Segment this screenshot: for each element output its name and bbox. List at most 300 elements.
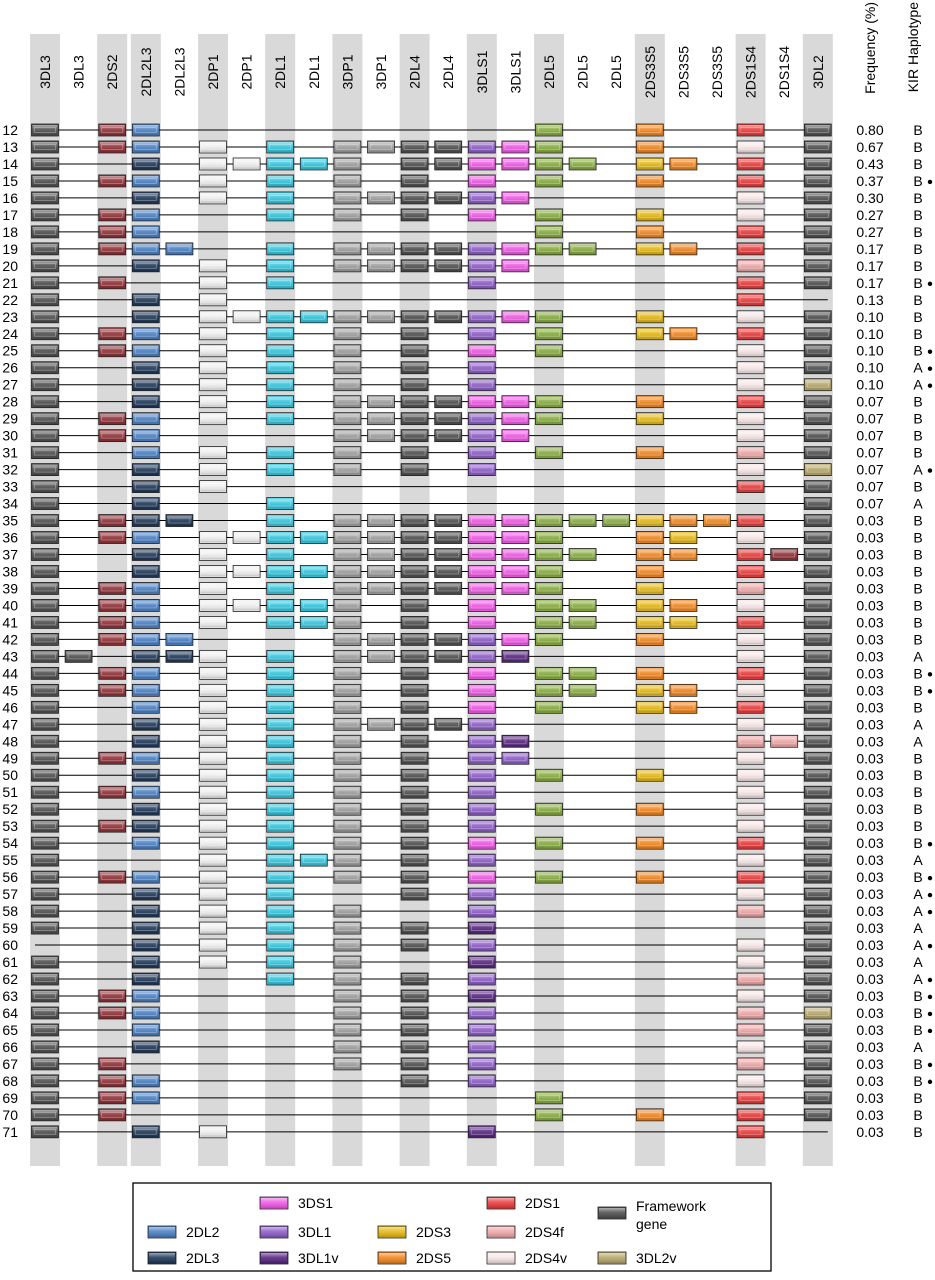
- gene-box-shine: [335, 210, 360, 220]
- gene-box: [368, 141, 395, 153]
- gene-box-shine: [537, 346, 562, 356]
- column-header: 3DP1: [373, 54, 389, 90]
- gene-box-shine: [100, 125, 125, 135]
- gene-box: [636, 226, 663, 238]
- haplotype-dot-marker: [928, 1029, 932, 1033]
- haplotype-row: [2, 309, 922, 325]
- row-frequency: 0.03: [856, 937, 884, 954]
- gene-box: [401, 582, 428, 594]
- gene-box: [401, 345, 428, 357]
- legend-swatch-shine: [488, 1253, 514, 1263]
- gene-box-shine: [33, 923, 58, 933]
- gene-box: [132, 192, 159, 204]
- gene-box-shine: [805, 787, 830, 797]
- gene-box: [401, 973, 428, 985]
- row-id: 53: [2, 818, 18, 835]
- gene-box: [32, 498, 59, 510]
- gene-box-shine: [537, 448, 562, 458]
- gene-box-shine: [537, 244, 562, 254]
- gene-box-shine: [369, 414, 394, 424]
- gene-box-shine: [503, 566, 528, 576]
- gene-box-shine: [402, 940, 427, 950]
- gene-box: [670, 684, 697, 696]
- gene-box: [636, 209, 663, 221]
- gene-box: [132, 1075, 159, 1087]
- gene-box-shine: [369, 651, 394, 661]
- gene-box: [267, 650, 294, 662]
- gene-box: [132, 973, 159, 985]
- gene-box: [804, 328, 831, 340]
- gene-box: [32, 243, 59, 255]
- gene-box: [132, 922, 159, 934]
- row-frequency: 0.10: [856, 376, 884, 393]
- gene-box: [804, 1075, 831, 1087]
- row-haplotype: B: [913, 580, 923, 597]
- gene-box-shine: [469, 991, 494, 1001]
- gene-box-shine: [469, 804, 494, 814]
- row-frequency: 0.03: [856, 987, 884, 1004]
- gene-box: [267, 786, 294, 798]
- gene-box-shine: [268, 702, 293, 712]
- gene-box: [502, 735, 529, 747]
- gene-box-shine: [469, 159, 494, 169]
- gene-box-shine: [637, 176, 662, 186]
- gene-box: [804, 616, 831, 628]
- gene-box: [32, 1041, 59, 1053]
- gene-box-shine: [100, 753, 125, 763]
- gene-box: [401, 549, 428, 561]
- gene-box: [804, 481, 831, 493]
- gene-box: [771, 735, 798, 747]
- gene-box: [200, 922, 227, 934]
- gene-box-shine: [402, 753, 427, 763]
- gene-box: [334, 922, 361, 934]
- gene-box: [670, 599, 697, 611]
- gene-box: [32, 650, 59, 662]
- gene-box-shine: [133, 838, 158, 848]
- gene-box-shine: [133, 906, 158, 916]
- gene-box: [368, 192, 395, 204]
- row-id: 56: [2, 869, 18, 886]
- gene-box: [32, 447, 59, 459]
- gene-box: [401, 565, 428, 577]
- column-header: 2DP1: [205, 54, 221, 90]
- gene-box-shine: [671, 329, 696, 339]
- gene-box: [468, 1041, 495, 1053]
- gene-box: [737, 1092, 764, 1104]
- row-id: 27: [2, 376, 18, 393]
- gene-box-shine: [369, 312, 394, 322]
- haplotype-dot-marker: [928, 1063, 932, 1067]
- gene-box-shine: [402, 516, 427, 526]
- haplotype-dot-marker: [928, 1080, 932, 1084]
- gene-box-shine: [436, 634, 461, 644]
- gene-box: [132, 481, 159, 493]
- gene-box: [401, 1024, 428, 1036]
- gene-box-shine: [201, 940, 226, 950]
- gene-box-shine: [402, 821, 427, 831]
- gene-box: [636, 667, 663, 679]
- gene-box: [200, 820, 227, 832]
- gene-box-shine: [268, 363, 293, 373]
- column-header: 2DL5: [574, 55, 591, 89]
- gene-box-shine: [268, 719, 293, 729]
- gene-box-shine: [469, 838, 494, 848]
- gene-box: [334, 379, 361, 391]
- row-id: 54: [2, 835, 18, 852]
- gene-box: [99, 752, 126, 764]
- gene-box: [704, 515, 731, 527]
- gene-box-shine: [805, 906, 830, 916]
- gene-box: [468, 871, 495, 883]
- gene-box-shine: [537, 685, 562, 695]
- gene-box: [536, 684, 563, 696]
- gene-box-shine: [335, 940, 360, 950]
- gene-box-shine: [503, 414, 528, 424]
- gene-box: [569, 158, 596, 170]
- gene-box-shine: [33, 176, 58, 186]
- gene-box: [132, 786, 159, 798]
- gene-box: [435, 718, 462, 730]
- gene-box-shine: [469, 431, 494, 441]
- gene-box: [132, 294, 159, 306]
- gene-box: [737, 905, 764, 917]
- gene-box: [99, 990, 126, 1002]
- gene-box: [502, 192, 529, 204]
- gene-box-shine: [268, 329, 293, 339]
- gene-box: [636, 701, 663, 713]
- gene-box: [804, 192, 831, 204]
- legend-swatch-shine: [261, 1253, 287, 1263]
- haplotype-row: [2, 139, 922, 155]
- gene-box-shine: [201, 719, 226, 729]
- gene-box-shine: [436, 261, 461, 271]
- gene-box: [267, 209, 294, 221]
- gene-box: [200, 616, 227, 628]
- gene-box: [804, 175, 831, 187]
- gene-box: [32, 854, 59, 866]
- gene-box: [670, 532, 697, 544]
- gene-box-shine: [537, 634, 562, 644]
- gene-box: [368, 532, 395, 544]
- row-id: 49: [2, 750, 18, 767]
- gene-box: [401, 599, 428, 611]
- gene-box: [233, 311, 260, 323]
- legend-item: [487, 1224, 564, 1240]
- gene-box: [334, 701, 361, 713]
- gene-box: [804, 515, 831, 527]
- gene-box-shine: [805, 278, 830, 288]
- gene-box-shine: [369, 261, 394, 271]
- gene-box: [300, 311, 327, 323]
- gene-box-shine: [503, 533, 528, 543]
- gene-box-shine: [133, 821, 158, 831]
- gene-box: [502, 515, 529, 527]
- gene-box: [804, 1109, 831, 1121]
- haplotype-dot-marker: [928, 1012, 932, 1016]
- gene-box-shine: [33, 482, 58, 492]
- gene-box: [99, 684, 126, 696]
- row-haplotype: A: [913, 920, 923, 937]
- gene-box: [334, 1058, 361, 1070]
- haplotype-row: [2, 530, 922, 546]
- gene-box: [267, 888, 294, 900]
- row-id: 60: [2, 937, 18, 954]
- gene-box: [804, 939, 831, 951]
- gene-box-shine: [436, 533, 461, 543]
- row-haplotype: B: [913, 987, 923, 1004]
- gene-box-shine: [335, 533, 360, 543]
- gene-box: [804, 837, 831, 849]
- gene-box: [737, 701, 764, 713]
- gene-box-shine: [335, 516, 360, 526]
- gene-box: [737, 1109, 764, 1121]
- gene-box: [200, 871, 227, 883]
- gene-box: [804, 532, 831, 544]
- gene-box-shine: [469, 176, 494, 186]
- gene-box: [569, 515, 596, 527]
- gene-box: [401, 447, 428, 459]
- gene-box: [32, 684, 59, 696]
- gene-box-shine: [402, 380, 427, 390]
- gene-box-shine: [738, 1042, 763, 1052]
- gene-box-shine: [133, 431, 158, 441]
- gene-box: [99, 786, 126, 798]
- gene-box-shine: [805, 482, 830, 492]
- gene-box-shine: [671, 159, 696, 169]
- gene-box-shine: [637, 600, 662, 610]
- gene-box-shine: [604, 516, 629, 526]
- row-haplotype: B: [913, 393, 923, 410]
- gene-box: [200, 311, 227, 323]
- gene-box: [468, 956, 495, 968]
- row-haplotype: B: [913, 665, 923, 682]
- gene-box-shine: [133, 617, 158, 627]
- gene-box: [368, 243, 395, 255]
- gene-box-shine: [469, 753, 494, 763]
- gene-box: [502, 582, 529, 594]
- gene-box-shine: [469, 210, 494, 220]
- gene-box-shine: [738, 346, 763, 356]
- gene-box-shine: [537, 329, 562, 339]
- gene-box-shine: [369, 193, 394, 203]
- gene-box-shine: [133, 1042, 158, 1052]
- row-haplotype: B: [913, 223, 923, 240]
- gene-box-shine: [133, 702, 158, 712]
- legend-label: 3DL2v: [636, 1250, 677, 1266]
- gene-box: [737, 752, 764, 764]
- gene-box-shine: [537, 176, 562, 186]
- gene-box: [267, 752, 294, 764]
- gene-box: [468, 175, 495, 187]
- gene-box: [401, 158, 428, 170]
- gene-box: [502, 396, 529, 408]
- gene-box-shine: [805, 465, 830, 475]
- gene-box: [636, 175, 663, 187]
- gene-box-shine: [33, 159, 58, 169]
- gene-box: [401, 396, 428, 408]
- gene-box-shine: [436, 312, 461, 322]
- gene-box-shine: [133, 770, 158, 780]
- row-frequency: 0.67: [856, 138, 884, 155]
- gene-box: [368, 565, 395, 577]
- gene-box-shine: [637, 414, 662, 424]
- gene-box-shine: [335, 991, 360, 1001]
- gene-box: [435, 650, 462, 662]
- gene-box: [536, 565, 563, 577]
- gene-box-shine: [201, 448, 226, 458]
- gene-box-shine: [201, 533, 226, 543]
- gene-box: [435, 141, 462, 153]
- gene-box-shine: [805, 957, 830, 967]
- row-frequency: 0.03: [856, 512, 884, 529]
- gene-box: [636, 565, 663, 577]
- gene-box-shine: [503, 583, 528, 593]
- row-id: 69: [2, 1089, 18, 1106]
- gene-box-shine: [335, 600, 360, 610]
- gene-box-shine: [100, 583, 125, 593]
- gene-box: [468, 209, 495, 221]
- gene-box: [200, 718, 227, 730]
- row-id: 62: [2, 971, 18, 987]
- gene-box-shine: [33, 397, 58, 407]
- row-id: 17: [2, 206, 18, 223]
- gene-box-shine: [738, 1093, 763, 1103]
- gene-box-shine: [369, 719, 394, 729]
- gene-box-shine: [805, 702, 830, 712]
- gene-box: [536, 871, 563, 883]
- gene-box-shine: [805, 1059, 830, 1069]
- gene-box-shine: [133, 465, 158, 475]
- row-haplotype: B: [913, 325, 923, 342]
- row-haplotype: A: [913, 495, 923, 512]
- gene-box: [468, 549, 495, 561]
- gene-box: [132, 769, 159, 781]
- row-frequency: 0.07: [856, 393, 884, 410]
- haplotype-dot-marker: [928, 282, 932, 286]
- row-haplotype: B: [913, 869, 923, 886]
- gene-box: [233, 599, 260, 611]
- legend-item: [598, 1250, 676, 1266]
- gene-box-shine: [805, 125, 830, 135]
- row-frequency: 0.03: [856, 1123, 884, 1140]
- gene-box: [99, 599, 126, 611]
- row-id: 36: [2, 529, 18, 546]
- gene-box-shine: [637, 872, 662, 882]
- gene-box-shine: [772, 736, 797, 746]
- column-header: 3DL3: [70, 55, 87, 89]
- gene-box: [99, 616, 126, 628]
- haplotype-row: [2, 750, 922, 766]
- gene-box-shine: [201, 159, 226, 169]
- gene-box: [536, 599, 563, 611]
- gene-box: [200, 582, 227, 594]
- gene-box: [468, 311, 495, 323]
- gene-box: [267, 973, 294, 985]
- gene-box: [32, 124, 59, 136]
- gene-box-shine: [738, 380, 763, 390]
- gene-box-shine: [335, 957, 360, 967]
- gene-box-shine: [33, 753, 58, 763]
- gene-box: [32, 175, 59, 187]
- row-id: 28: [2, 393, 18, 410]
- gene-box-shine: [402, 1076, 427, 1086]
- row-haplotype: B: [913, 172, 923, 189]
- gene-box: [636, 871, 663, 883]
- row-frequency: 0.43: [856, 155, 884, 172]
- gene-box: [267, 820, 294, 832]
- gene-box-shine: [738, 583, 763, 593]
- gene-box-shine: [133, 227, 158, 237]
- gene-box: [401, 311, 428, 323]
- gene-box: [334, 1041, 361, 1053]
- gene-box-shine: [637, 668, 662, 678]
- row-haplotype: B: [913, 750, 923, 767]
- row-frequency: 0.13: [856, 291, 884, 308]
- gene-box: [32, 379, 59, 391]
- gene-box: [200, 532, 227, 544]
- row-haplotype: A: [913, 461, 923, 478]
- gene-box-shine: [469, 1025, 494, 1035]
- gene-box: [368, 396, 395, 408]
- gene-box: [804, 430, 831, 442]
- gene-box: [536, 803, 563, 815]
- gene-box-shine: [33, 414, 58, 424]
- gene-box-shine: [738, 1127, 763, 1137]
- gene-box-shine: [33, 617, 58, 627]
- gene-box-shine: [570, 516, 595, 526]
- row-haplotype: B: [913, 1106, 923, 1123]
- gene-box: [32, 718, 59, 730]
- gene-box: [737, 616, 764, 628]
- row-frequency: 0.17: [856, 257, 884, 274]
- column-header: 2DL2L3: [137, 47, 154, 97]
- row-id: 67: [2, 1055, 18, 1072]
- gene-box-shine: [436, 397, 461, 407]
- gene-box-shine: [537, 702, 562, 712]
- gene-box-shine: [369, 397, 394, 407]
- gene-box: [737, 345, 764, 357]
- gene-box-shine: [436, 431, 461, 441]
- gene-box-shine: [335, 583, 360, 593]
- gene-box: [401, 243, 428, 255]
- gene-box: [502, 633, 529, 645]
- gene-box: [636, 447, 663, 459]
- column-header: 2DS1S4: [742, 45, 759, 99]
- gene-box: [804, 158, 831, 170]
- gene-box: [200, 939, 227, 951]
- gene-box-shine: [436, 142, 461, 152]
- gene-box-shine: [402, 1025, 427, 1035]
- gene-box-shine: [268, 244, 293, 254]
- gene-box-shine: [469, 736, 494, 746]
- row-haplotype: B: [913, 1021, 923, 1038]
- gene-box: [737, 1126, 764, 1138]
- gene-box-shine: [469, 278, 494, 288]
- gene-box: [401, 786, 428, 798]
- gene-box: [32, 1126, 59, 1138]
- gene-box: [132, 464, 159, 476]
- gene-box: [636, 515, 663, 527]
- row-frequency: 0.27: [856, 206, 884, 223]
- gene-box: [401, 430, 428, 442]
- gene-box-shine: [201, 142, 226, 152]
- gene-box-shine: [805, 261, 830, 271]
- gene-box: [200, 786, 227, 798]
- gene-box-shine: [201, 651, 226, 661]
- gene-box-shine: [33, 991, 58, 1001]
- gene-box: [368, 413, 395, 425]
